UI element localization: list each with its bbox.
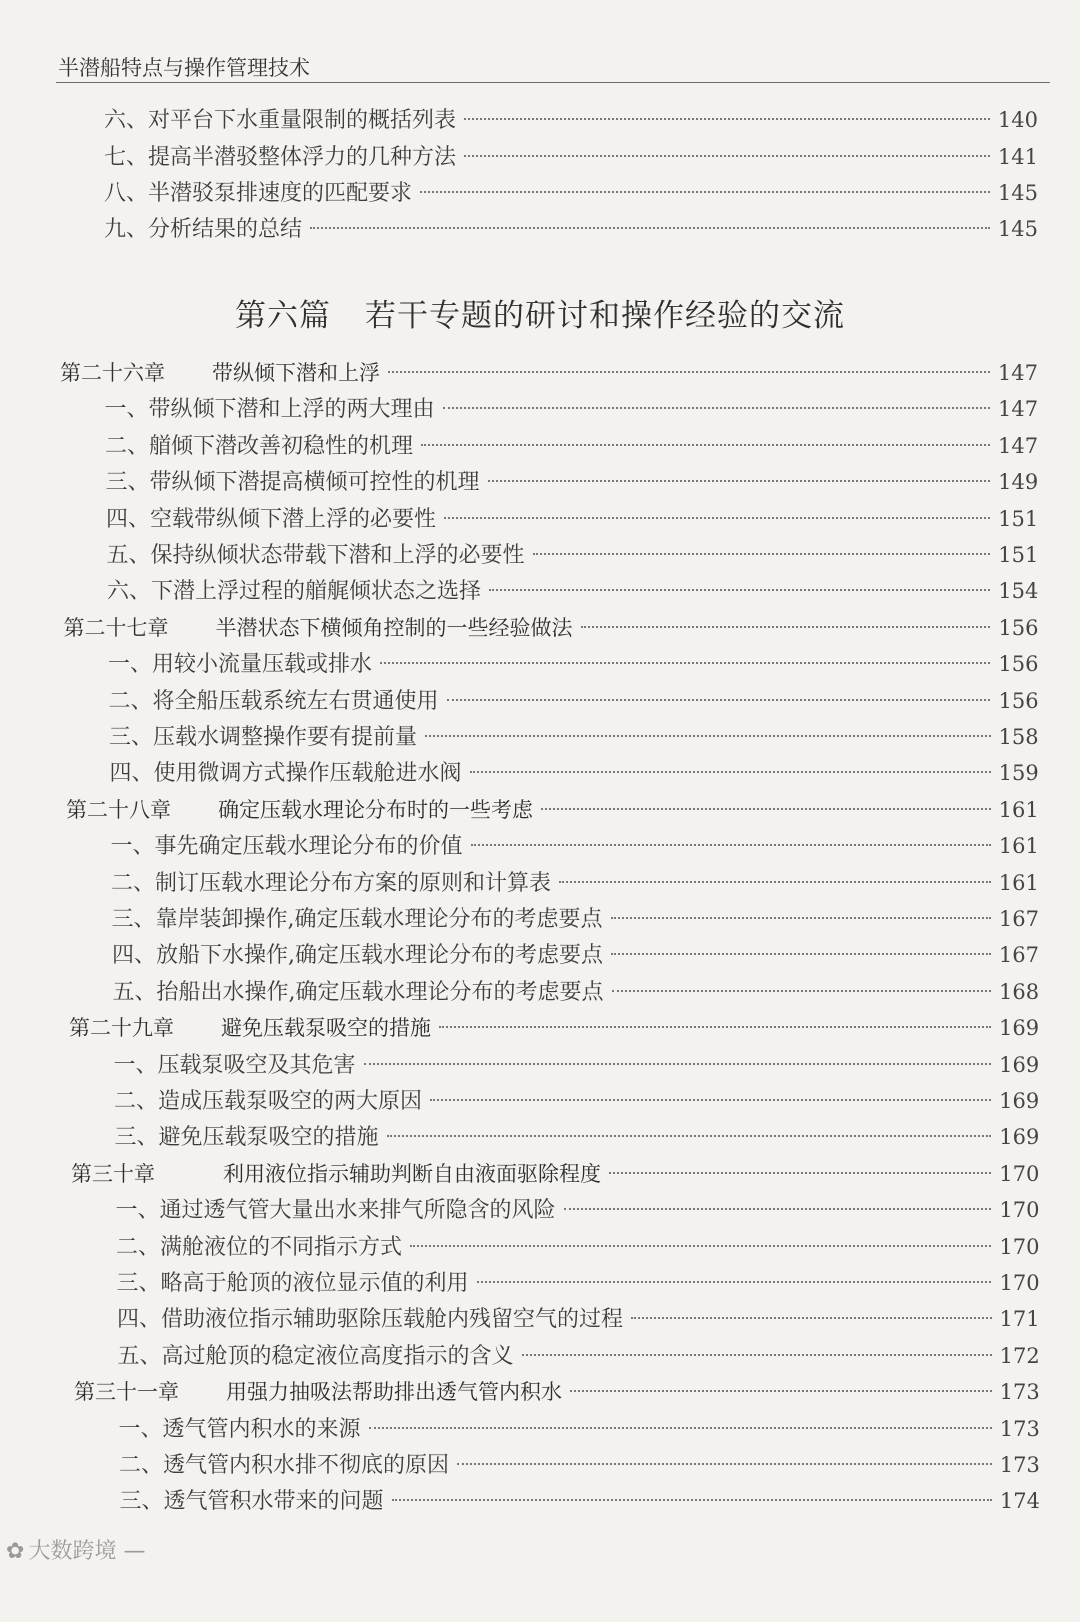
toc-chapter-row [64, 611, 1039, 645]
toc-section-row [116, 1193, 1040, 1227]
toc-section-row [106, 465, 1039, 499]
toc-page-number: 172 [999, 1343, 1040, 1368]
toc-page-number: 141 [997, 145, 1038, 169]
toc-section-label: 二、造成压载泵吸空的两大原因 [114, 1089, 423, 1114]
toc-section-label: 五、保持纵倾状态带载下潜和上浮的必要性 [106, 543, 525, 568]
toc-chapter-row [71, 1157, 1039, 1191]
toc-chapter-number: 第二十八章 [66, 797, 171, 822]
toc-leader-dots [541, 808, 991, 810]
toc-section-label: 三、透气管积水带来的问题 [119, 1489, 384, 1515]
toc-leader-dots [489, 589, 990, 591]
toc-page-number: 161 [998, 834, 1039, 859]
toc-section-label: 三、略高于舱顶的液位显示值的利用 [116, 1271, 469, 1296]
toc-leader-dots [570, 1390, 992, 1392]
toc-section-label: 二、将全船压载系统左右贯通使用 [108, 688, 439, 714]
toc-leader-dots [488, 480, 991, 482]
toc-section-row [104, 140, 1038, 174]
toc-section-row [110, 756, 1039, 790]
toc-page-number: 145 [997, 217, 1038, 241]
toc-section-row [114, 1048, 1040, 1082]
toc-section-label: 三、带纵倾下潜提高横倾可控性的机理 [105, 470, 480, 496]
toc-section-label: 三、压载水调整操作要有提前量 [109, 725, 418, 750]
watermark-text: 大数跨境 [28, 1539, 117, 1564]
toc-chapter-row [60, 356, 1038, 390]
toc-chapter-row [66, 793, 1039, 827]
toc-section-row [119, 1412, 1040, 1446]
toc-page-number: 151 [998, 506, 1039, 531]
toc-chapter-number: 第三十一章 [74, 1380, 179, 1405]
toc-section-label: 九、分析结果的总结 [104, 217, 303, 242]
toc-leader-dots [611, 953, 991, 955]
toc-leader-dots [421, 444, 990, 446]
toc-page-number: 156 [998, 615, 1039, 640]
toc-leader-dots [364, 1063, 992, 1065]
toc-chapter-label [74, 1375, 562, 1409]
toc-section-label: 一、用较小流量压载或排水 [108, 652, 373, 678]
toc-section-row [120, 1484, 1040, 1518]
toc-section-label: 四、空载带纵倾下潜上浮的必要性 [106, 506, 437, 532]
toc-page-number: 170 [999, 1198, 1040, 1223]
toc-page-number: 151 [998, 543, 1039, 567]
toc-page-number: 167 [998, 943, 1039, 968]
toc-page-number: 145 [997, 181, 1038, 205]
toc-leader-dots [410, 1245, 991, 1247]
toc-section-label: 一、透气管内积水的来源 [118, 1416, 361, 1442]
toc-leader-dots [559, 881, 991, 883]
toc-leader-dots [457, 1463, 992, 1465]
toc-page-number: 171 [999, 1307, 1040, 1332]
toc-chapter-number: 第二十六章 [60, 361, 165, 385]
toc-leader-dots [425, 735, 991, 737]
toc-section-label: 二、制订压载水理论分布方案的原则和计算表 [111, 870, 552, 896]
toc-section-row [119, 1448, 1040, 1482]
toc-leader-dots [444, 517, 990, 519]
toc-chapter-row [69, 1011, 1039, 1045]
toc-section-label: 三、避免压载泵吸空的措施 [114, 1125, 379, 1151]
toc-page-number: 149 [998, 470, 1039, 495]
toc-leader-dots [477, 1281, 992, 1283]
toc-section-label: 七、提高半潜驳整体浮力的几种方法 [104, 145, 457, 170]
toc-section-label: 一、带纵倾下潜和上浮的两大理由 [104, 397, 435, 423]
toc-chapter-label [71, 1157, 601, 1191]
toc-section-label: 一、压载泵吸空及其危害 [113, 1052, 356, 1078]
toc-section-row [112, 938, 1039, 972]
toc-leader-dots [369, 1427, 992, 1429]
toc-section-label: 八、半潜驳泵排速度的匹配要求 [104, 181, 413, 206]
toc-page-number: 168 [998, 979, 1040, 1004]
toc-section-row [107, 538, 1039, 572]
toc-page-number: 169 [999, 1052, 1040, 1077]
toc-leader-dots [443, 407, 990, 409]
toc-page-number: 154 [998, 579, 1039, 604]
toc-section-label: 一、通过透气管大量出水来排气所隐含的风险 [115, 1198, 556, 1224]
toc-section-row [104, 103, 1038, 137]
toc-page-number: 140 [997, 108, 1038, 132]
toc-section-row [108, 647, 1039, 681]
toc-page-number: 167 [998, 907, 1039, 931]
toc-page-number: 173 [999, 1380, 1040, 1405]
toc-page-number: 170 [999, 1161, 1040, 1186]
toc-section-row [117, 1266, 1040, 1300]
toc-chapter-label [69, 1011, 431, 1045]
toc-page-number: 173 [999, 1416, 1040, 1441]
toc-section-label: 五、高过舱顶的稳定液位高度指示的含义 [117, 1343, 514, 1369]
toc-section-row [113, 975, 1040, 1009]
toc-chapter-label [64, 611, 573, 645]
toc-section-label: 二、满舱液位的不同指示方式 [116, 1234, 403, 1260]
toc-page-number: 158 [998, 725, 1039, 749]
toc-chapter-title: 利用液位指示辅助判断自由液面驱除程度 [223, 1161, 601, 1186]
toc-page-number: 169 [999, 1125, 1040, 1150]
toc-section-row [114, 1084, 1039, 1118]
toc-page-number: 170 [999, 1234, 1040, 1259]
toc-leader-dots [430, 1099, 991, 1101]
toc-page-number: 156 [998, 688, 1039, 713]
toc-leader-dots [612, 990, 991, 992]
toc-leader-dots [310, 227, 990, 229]
toc-leader-dots [392, 1499, 992, 1501]
toc-leader-dots [380, 662, 990, 664]
toc-section-row [116, 1230, 1040, 1264]
toc-section-row [112, 902, 1039, 936]
toc-leader-dots [439, 1026, 991, 1028]
toc-leader-dots [471, 844, 991, 846]
toc-section-row [117, 1302, 1040, 1336]
toc-chapter-row [74, 1375, 1040, 1409]
toc-section-row [106, 502, 1038, 536]
toc-section-label: 六、对平台下水重量限制的概括列表 [104, 108, 457, 133]
part-number: 第六篇 [235, 298, 331, 334]
toc-section-row [104, 176, 1038, 210]
toc-chapter-title: 确定压载水理论分布时的一些考虑 [218, 797, 533, 822]
toc-page-number: 161 [998, 870, 1039, 895]
toc-chapter-title: 用强力抽吸法帮助排出透气管内积水 [226, 1380, 562, 1405]
book-title: 半潜船特点与操作管理技术 [58, 56, 310, 80]
toc-page-number: 169 [999, 1016, 1040, 1041]
toc-section-label: 四、借助液位指示辅助驱除压载舱内残留空气的过程 [117, 1307, 624, 1333]
toc-page-number: 159 [998, 761, 1039, 786]
toc-leader-dots [464, 118, 990, 120]
toc-section-row [111, 829, 1039, 863]
toc-page-number: 147 [997, 361, 1038, 385]
toc-page-number: 156 [998, 652, 1039, 677]
toc-section-row [107, 574, 1038, 608]
toc-leader-dots [581, 626, 991, 628]
toc-chapter-number: 第三十章 [71, 1161, 155, 1186]
toc-leader-dots [533, 553, 991, 555]
toc-chapter-number: 第二十九章 [69, 1016, 174, 1041]
toc-chapter-title: 半潜状态下横倾角控制的一些经验做法 [215, 615, 573, 640]
toc-section-label: 四、放船下水操作,确定压载水理论分布的考虑要点 [112, 943, 603, 969]
toc-section-row [105, 429, 1038, 463]
toc-page-number: 147 [998, 433, 1039, 458]
toc-leader-dots [447, 699, 991, 701]
toc-section-label: 一、事先确定压载水理论分布的价值 [110, 834, 463, 860]
toc-section-label: 六、下潜上浮过程的艏艉倾状态之选择 [107, 579, 482, 605]
toc-leader-dots [611, 917, 991, 919]
toc-section-label: 三、靠岸装卸操作,确定压载水理论分布的考虑要点 [111, 907, 603, 932]
toc-leader-dots [387, 1135, 992, 1137]
toc-page-number: 147 [997, 397, 1039, 422]
toc-section-row [111, 866, 1039, 900]
toc-chapter-label [66, 793, 533, 827]
toc-leader-dots [388, 371, 990, 373]
toc-leader-dots [420, 191, 990, 193]
toc-leader-dots [631, 1317, 992, 1319]
toc-section-label: 二、透气管内积水排不彻底的原因 [119, 1453, 450, 1478]
toc-section-label: 五、抬船出水操作,确定压载水理论分布的考虑要点 [112, 979, 604, 1005]
toc-chapter-title: 带纵倾下潜和上浮 [212, 361, 380, 385]
toc-leader-dots [470, 771, 991, 773]
toc-page-number: 170 [999, 1271, 1040, 1295]
toc-leader-dots [522, 1354, 992, 1356]
toc-chapter-number: 第二十七章 [63, 615, 169, 640]
toc-leader-dots [464, 155, 990, 157]
toc-section-row [104, 212, 1038, 246]
toc-section-row [109, 684, 1039, 718]
watermark [6, 1534, 145, 1565]
toc-leader-dots [564, 1208, 992, 1210]
toc-section-row [105, 392, 1039, 426]
toc-section-label: 四、使用微调方式操作压载舱进水阀 [109, 761, 462, 787]
toc-section-row [109, 720, 1039, 754]
toc-section-row [115, 1120, 1040, 1154]
toc-leader-dots [609, 1172, 991, 1174]
part-title: 若干专题的研讨和操作经验的交流 [365, 298, 845, 334]
toc-page-number: 161 [998, 797, 1039, 822]
toc-section-row [118, 1339, 1040, 1373]
footer-dash: — [123, 1539, 146, 1564]
toc-chapter-title: 避免压载泵吸空的措施 [221, 1016, 431, 1041]
watermark-logo-icon: ✿ [6, 1539, 25, 1564]
toc-page-number: 174 [999, 1489, 1040, 1514]
toc-section-label: 二、艏倾下潜改善初稳性的机理 [105, 433, 414, 459]
toc-page-number: 169 [999, 1089, 1040, 1113]
toc-page-number: 173 [999, 1453, 1040, 1477]
toc-chapter-label [60, 356, 380, 390]
